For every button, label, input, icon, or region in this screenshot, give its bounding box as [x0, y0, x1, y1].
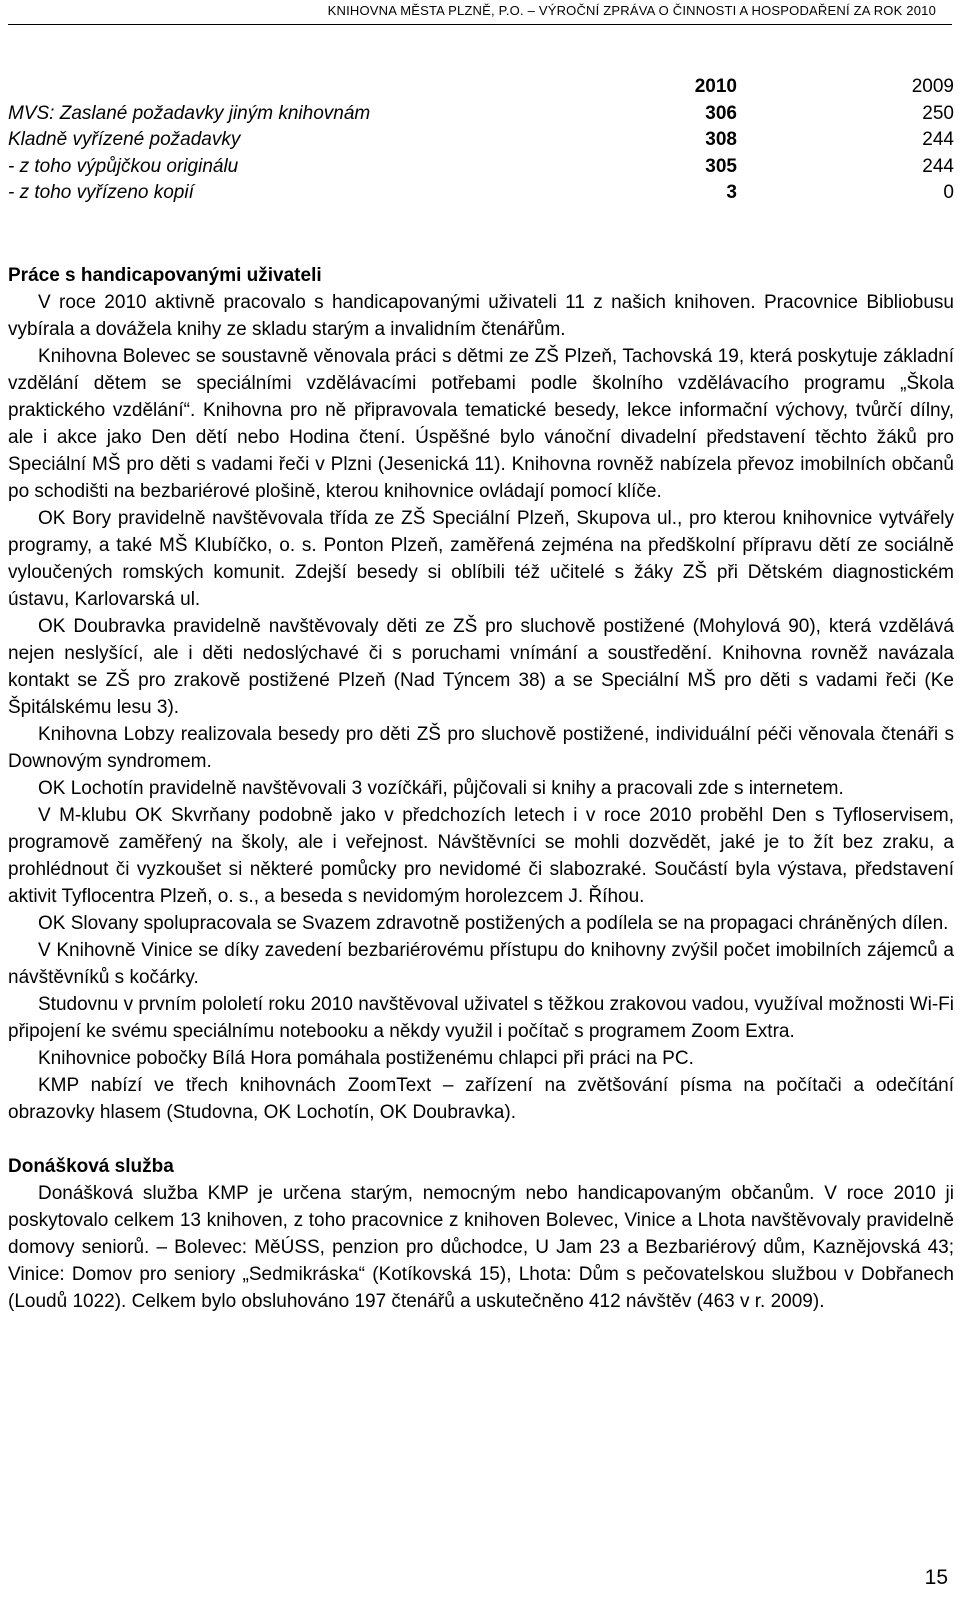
paragraph: OK Lochotín pravidelně navštěvovali 3 vozíčkáři, půjčovali si knihy a pracovali zde s internetem.	[38, 778, 844, 799]
mvs-stats-table	[8, 74, 954, 207]
paragraph: KMP nabízí ve třech knihovnách ZoomText – zařízení na zvětšování písma na počítači a odečítání obrazovky hlasem (Studovna, OK Lochotín, OK Doubravka).	[8, 1075, 954, 1123]
table-row	[8, 101, 954, 128]
row-value-2009: 244	[922, 155, 954, 177]
paragraph: OK Bory pravidelně navštěvovala třída ze ZŠ Speciální Plzeň, Skupova ul., pro kterou knihovnice vytvářely programy, a také MŠ Klubíčko, o. s. Ponton Plzeň, zaměřená zejména na předškolní přípravu dětí ze sociálně vyloučených romských komunit. Zdejší besedy si oblíbili též učitelé s žáky ZŠ při Dětském diagnostickém ústavu, Karlovarská ul.	[8, 508, 954, 610]
report-body	[8, 262, 954, 1315]
row-value-2009: 250	[922, 102, 954, 124]
row-label: - z toho výpůjčkou originálu	[8, 155, 239, 177]
row-label: MVS: Zaslané požadavky jiným knihovnám	[8, 102, 371, 124]
paragraph: Donášková služba KMP je určena starým, nemocným nebo handicapovaným občanům. V roce 2010 ji poskytovalo celkem 13 knihoven, z toho pracovnice z knihoven Bolevec, Vinice a Lhota navštěvovaly pravidelně domovy seniorů. – Bolevec: MěÚSS, penzion pro důchodce, U Jam 23 a Bezbariérový dům, Kaznějovská 43; Vinice: Domov pro seniory „Sedmikráska“ (Kotíkovská 15), Lhota: Dům s pečovatelskou službou v Dobřanech (Loudů 1022). Celkem bylo obsluhováno 197 čtenářů a uskutečněno 412 návštěv (463 v r. 2009).	[8, 1183, 954, 1312]
table-header-row	[8, 74, 954, 101]
paragraph: Knihovnice pobočky Bílá Hora pomáhala postiženému chlapci při práci na PC.	[38, 1048, 694, 1069]
row-value-2010: 306	[705, 102, 737, 124]
row-value-2009: 244	[922, 129, 954, 151]
table-header-label	[8, 74, 588, 101]
row-label: Kladně vyřízené požadavky	[8, 129, 241, 151]
section-spacer	[8, 1126, 954, 1153]
row-value-2010: 305	[705, 155, 737, 177]
paragraph: V roce 2010 aktivně pracovalo s handicapovanými uživateli 11 z našich knihoven. Pracovnice Bibliobusu vybírala a dovážela knihy ze skladu starým a invalidním čtenářům.	[8, 292, 954, 340]
paragraph: Studovnu v prvním pololetí roku 2010 navštěvoval uživatel s těžkou zrakovou vadou, využíval možnosti Wi-Fi připojení ke svému speciálnímu notebooku a někdy využil i počítač s programem Zoom Extra.	[8, 994, 954, 1042]
paragraph: Knihovna Bolevec se soustavně věnovala práci s dětmi ze ZŠ Plzeň, Tachovská 19, která poskytuje základní vzdělání dětem se speciálními vzdělávacími potřebami podle školního vzdělávacího programu „Škola praktického vzdělání“. Knihovna pro ně připravovala tematické besedy, lekce informační výchovy, tvůrčí dílny, ale i akce jako Den dětí nebo Hodina čtení. Úspěšné bylo vánoční divadelní představení těchto žáků pro Speciální MŠ pro děti s vadami řeči v Plzni (Jesenická 11). Knihovna rovněž nabízela převoz imobilních občanů po schodišti na bezbariérové plošině, kterou knihovnice ovládají pomocí klíče.	[8, 346, 954, 502]
column-header-2010: 2010	[694, 76, 737, 98]
section-heading-handicapped: Práce s handicapovanými uživateli	[8, 265, 322, 286]
header-divider	[8, 24, 952, 25]
paragraph: OK Slovany spolupracovala se Svazem zdravotně postižených a podílela se na propagaci chráněných dílen.	[38, 913, 949, 934]
paragraph: Knihovna Lobzy realizovala besedy pro děti ZŠ pro sluchově postižené, individuální péči věnovala čtenáři s Downovým syndromem.	[8, 724, 954, 772]
page-number: 15	[924, 1566, 948, 1589]
row-value-2010: 308	[705, 129, 737, 151]
paragraph: V Knihovně Vinice se díky zavedení bezbariérovému přístupu do knihovny zvýšil počet imobilních zájemců a návštěvníků s kočárky.	[8, 940, 954, 988]
running-header: KNIHOVNA MĚSTA PLZNĚ, P.O. – VÝROČNÍ ZPRÁVA O ČINNOSTI A HOSPODAŘENÍ ZA ROK 2010	[327, 3, 936, 18]
table-row	[8, 127, 954, 154]
column-header-2009: 2009	[911, 76, 954, 98]
row-value-2009: 0	[943, 182, 954, 204]
paragraph: V M-klubu OK Skvrňany podobně jako v předchozích letech i v roce 2010 proběhl Den s Tyfloservisem, programově zaměřený na školy, ale i veřejnost. Návštěvníci se mohli dozvědět, jaké je to žít bez zraku, a prohlédnout či vyzkoušet si některé pomůcky pro nevidomé či slabozraké. Součástí byla výstava, představení aktivit Tyflocentra Plzeň, o. s., a beseda s nevidomým horolezcem J. Říhou.	[8, 805, 954, 907]
section-heading-delivery: Donášková služba	[8, 1156, 174, 1177]
table-row	[8, 180, 954, 207]
table-row	[8, 154, 954, 181]
row-label: - z toho vyřízeno kopií	[8, 182, 194, 204]
row-value-2010: 3	[726, 182, 737, 204]
paragraph: OK Doubravka pravidelně navštěvovaly děti ze ZŠ pro sluchově postižené (Mohylová 90), která vzdělává nejen neslyšící, ale i děti nedoslýchavé či s poruchami vnímání a soustředění. Knihovna rovněž navázala kontakt se ZŠ pro zrakově postižené Plzeň (Nad Týncem 38) a se Speciální MŠ pro děti s vadami řeči (Ke Špitálskému lesu 3).	[8, 616, 954, 718]
